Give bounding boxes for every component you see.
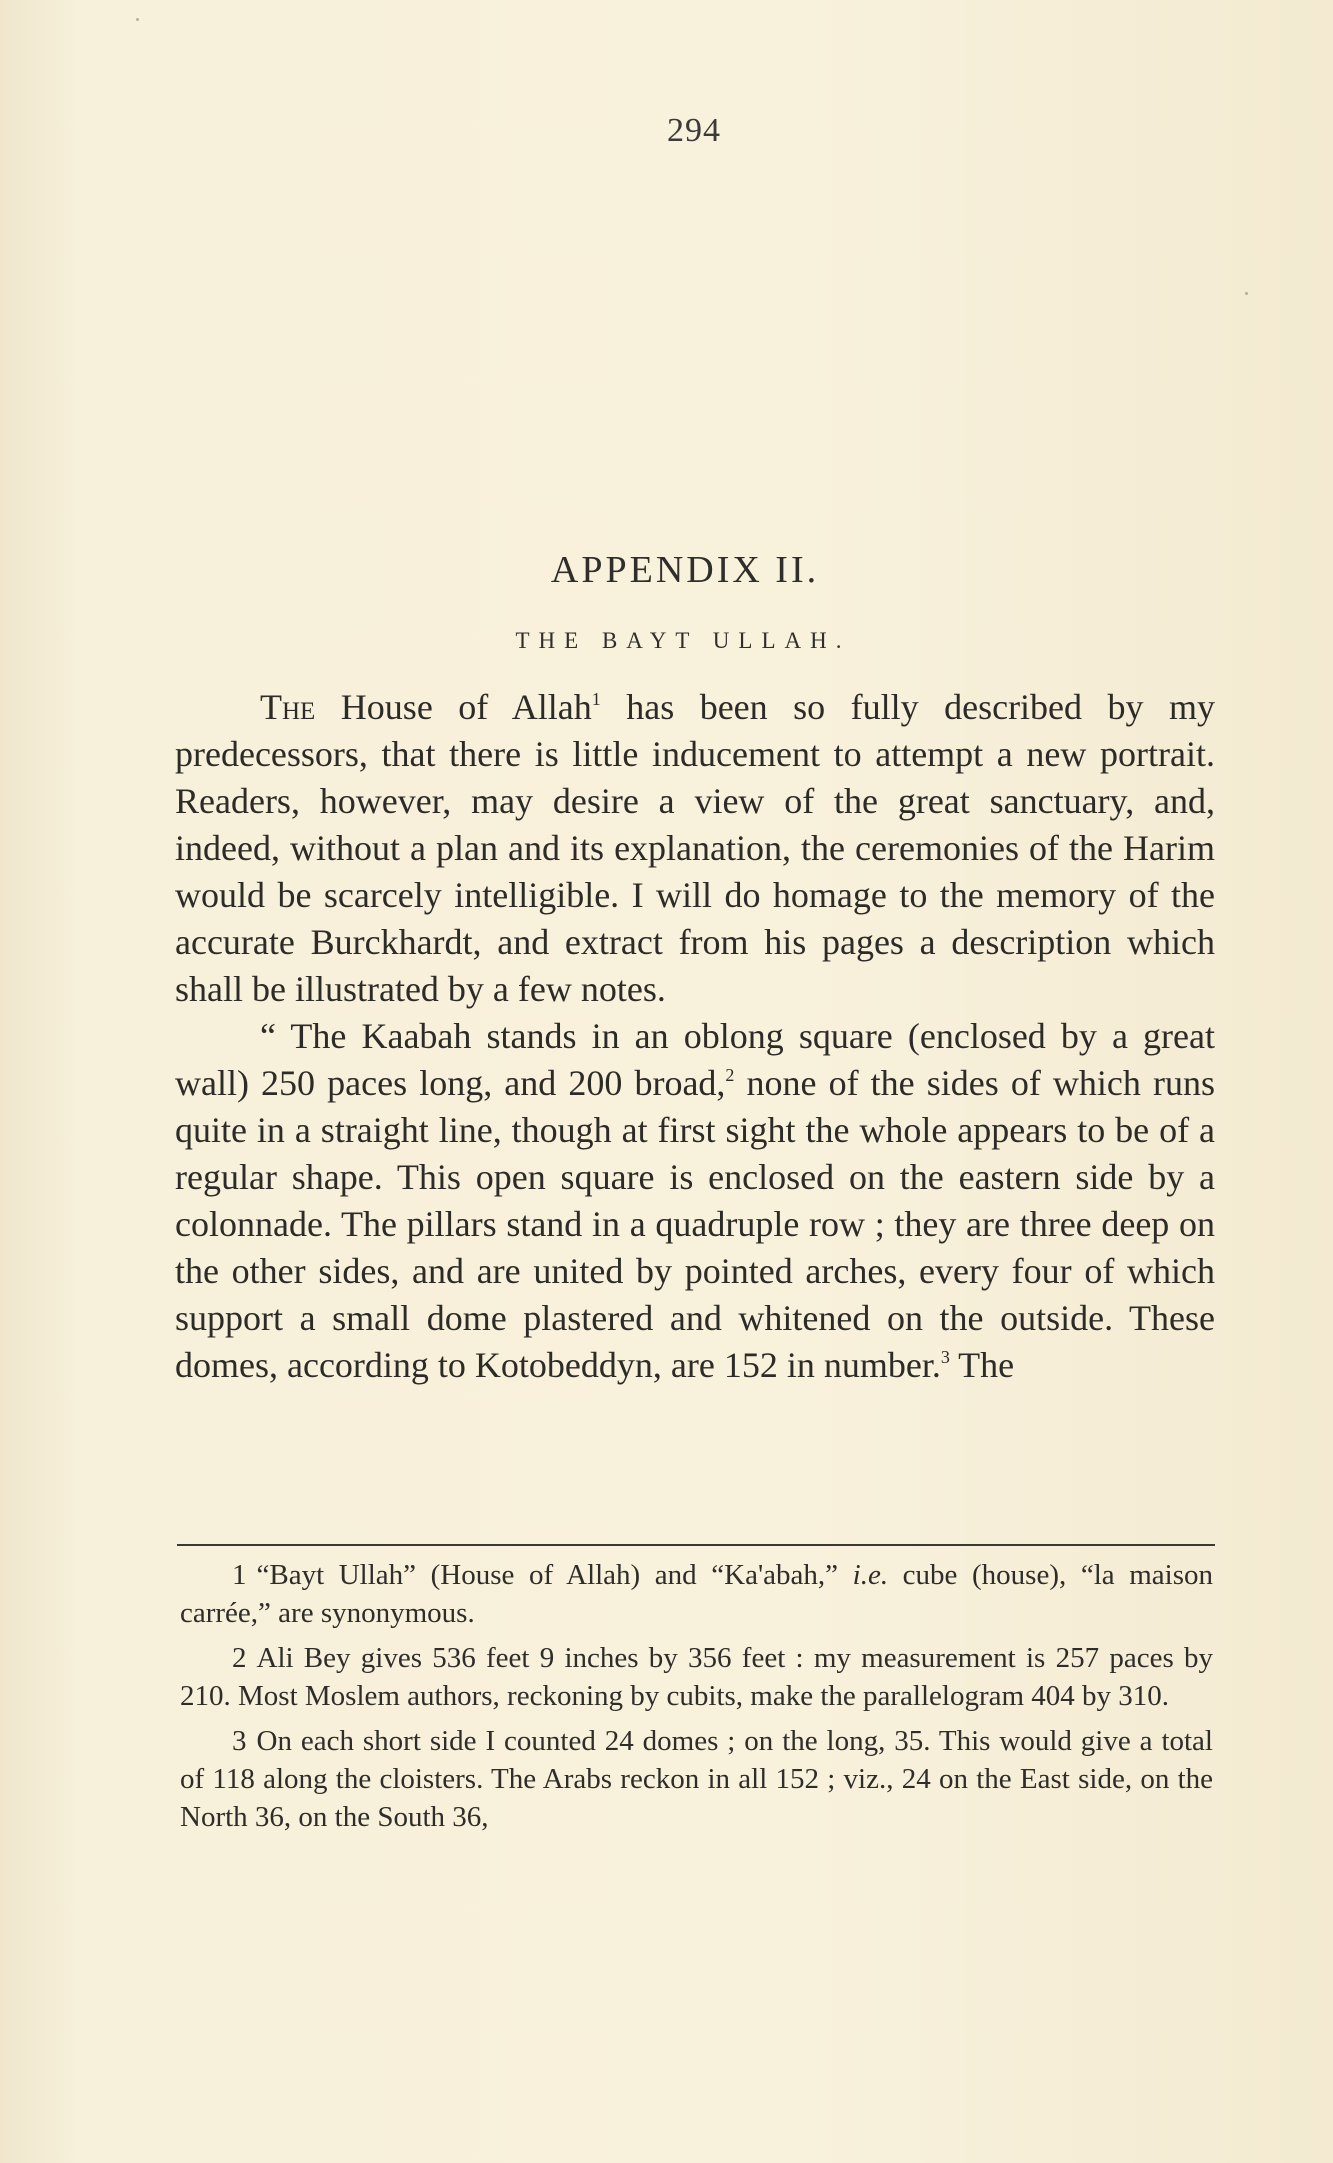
footnote-1-text-b: cube (house), “la maison carrée,” are synonymous.: [180, 1559, 1213, 1629]
footnote-ref-1: 1: [591, 689, 601, 709]
paragraph-2: [175, 1013, 1215, 1389]
page-number: 294: [667, 112, 721, 149]
footnote-1: [180, 1556, 1213, 1632]
footnotes: [180, 1556, 1213, 1843]
paragraph-1-text-b: has been so fully described by my predecessors, that there is little inducement to attempt a new portrait. Readers, however, may desire a view of the great sanctuary, and, indeed, without a plan and its explanation, the ceremonies of the Harim would be scarcely intelligible. I will do homage to the memory of the accurate Burckhardt, and extract from his pages a description which shall be illustrated by a few notes.: [175, 687, 1216, 1009]
footnote-ref-2: 2: [725, 1065, 735, 1085]
footnote-rule: [177, 1544, 1215, 1546]
footnote-2: [180, 1639, 1213, 1715]
footnote-1-emphasis: i.e.: [852, 1559, 889, 1591]
paper-speck: [136, 18, 139, 21]
footnote-2-text: Ali Bey gives 536 feet 9 inches by 356 feet : my measurement is 257 paces by 210. Most Moslem authors, reckoning by cubits, make the parallelogram 404 by 310.: [180, 1642, 1213, 1712]
appendix-title: APPENDIX II.: [550, 549, 820, 591]
footnote-3-number: 3: [232, 1725, 247, 1757]
footnote-1-number: 1: [232, 1559, 247, 1591]
body-text: [175, 684, 1215, 1389]
footnote-2-number: 2: [232, 1642, 247, 1674]
paragraph-1: [175, 684, 1215, 1013]
paragraph-1-text-a: House of Allah: [315, 687, 592, 727]
footnote-3: [180, 1722, 1213, 1836]
footnote-ref-3: 3: [940, 1347, 950, 1367]
footnote-3-text: On each short side I counted 24 domes ; on the long, 35. This would give a total of 118 along the cloisters. The Arabs reckon in all 152 ; viz., 24 on the East side, on the North 36, on the South 36,: [180, 1725, 1213, 1833]
paper-speck: [1245, 292, 1248, 295]
footnote-1-text-a: “Bayt Ullah” (House of Allah) and “Ka'abah,”: [256, 1559, 853, 1591]
paragraph-2-text-b: none of the sides of which runs quite in a straight line, though at first sight the whole appears to be of a regular shape. This open square is enclosed on the eastern side by a colonnade. The pillars stand in a quadruple row ; they are three deep on the other sides, and are united by pointed arches, every four of which support a small dome plastered and whitened on the outside. These domes, according to Kotobeddyn, are 152 in number.: [175, 1063, 1215, 1385]
paragraph-1-lead: The: [260, 687, 316, 727]
paragraph-2-text-c: The: [949, 1345, 1015, 1385]
paragraph-2-text-a: “ The Kaabah stands in an oblong square (enclosed by a great wall) 250 paces long, and 200 broad,: [175, 1016, 1215, 1103]
section-title: THE BAYT ULLAH.: [515, 628, 851, 653]
